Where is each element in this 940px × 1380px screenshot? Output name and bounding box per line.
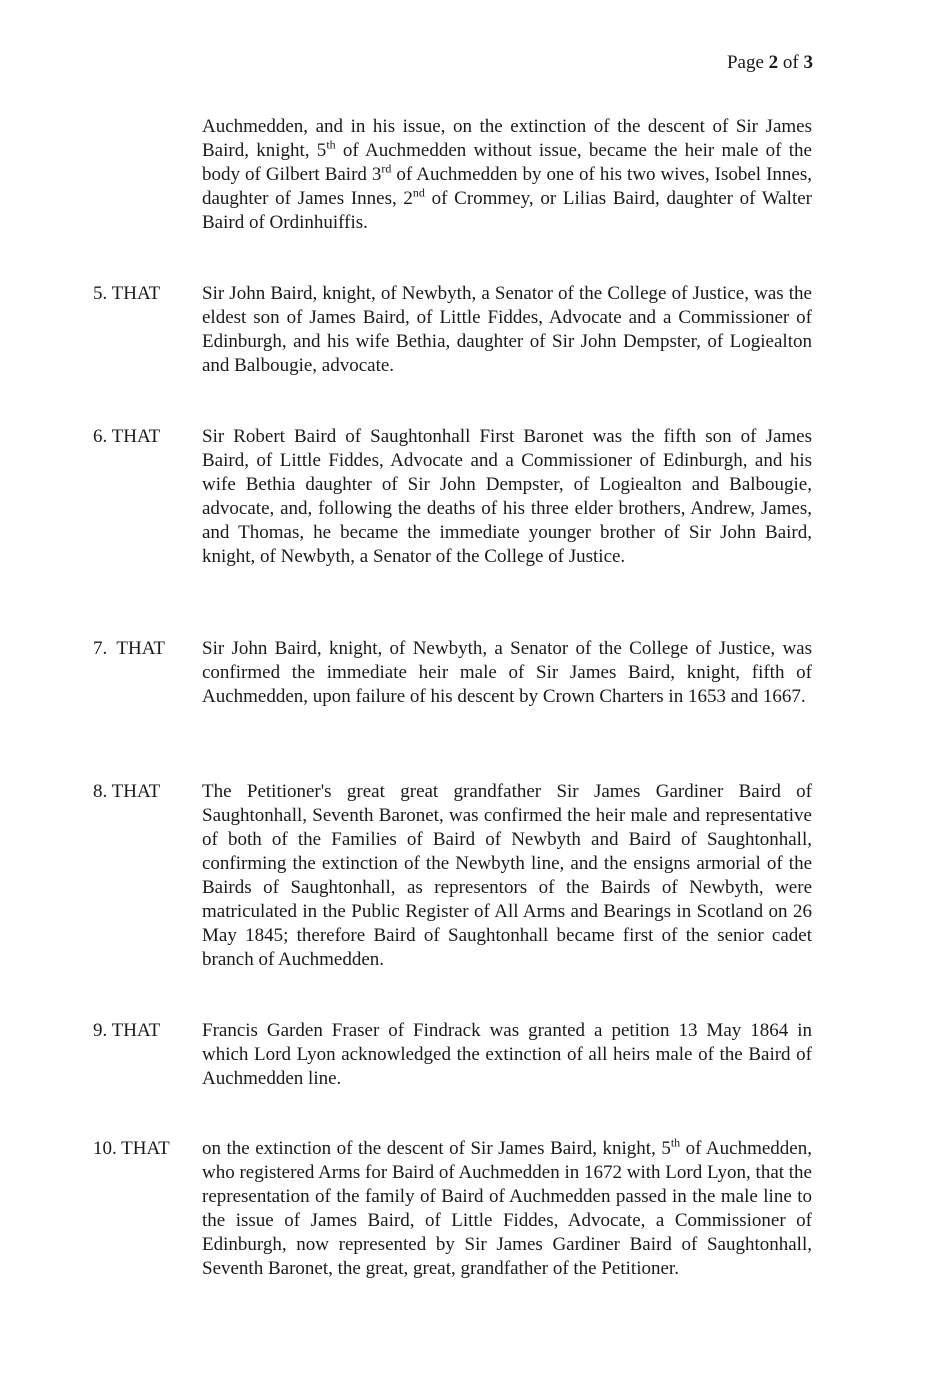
page-number	[727, 51, 813, 75]
text-run: of Auchmedden without issue, became the heir male of the body of Gilbert Baird 3	[202, 140, 812, 185]
paragraph-text: Sir Robert Baird of Saughtonhall First Baronet was the fifth son of James Baird, of Little Fiddes, Advocate and a Commissioner of Edinburgh, and his wife Bethia daughter of Sir John Dempster, of Logiealton and Balbougie, advocate, and, following the deaths of his three elder brothers, Andrew, James, and Thomas, he became the immediate younger brother of Sir John Baird, knight, of Newbyth, a Senator of the College of Justice.	[202, 426, 812, 567]
ordinal-suffix: rd	[381, 161, 392, 176]
text-run: of Auchmedden by one of his two wives, Isobel Innes, daughter of James Innes, 2	[202, 164, 812, 209]
paragraph-label: 10. THAT	[93, 1138, 170, 1159]
paragraph-label: 9. THAT	[93, 1020, 161, 1041]
paragraph-label: 8. THAT	[93, 781, 161, 802]
paragraph-label: 6. THAT	[93, 426, 161, 447]
paragraph-text	[202, 1137, 812, 1281]
current-page: 2	[768, 52, 779, 73]
ordinal-suffix: th	[670, 1135, 681, 1150]
ordinal-suffix: nd	[412, 185, 425, 200]
total-pages: 3	[803, 52, 813, 73]
paragraph-text: Sir John Baird, knight, of Newbyth, a Senator of the College of Justice, was confirmed the immediate heir male of Sir James Baird, knight, fifth of Auchmedden, upon failure of his descent by Crown Charters in 1653 and 1667.	[202, 638, 812, 707]
of-word: of	[782, 52, 799, 73]
paragraph-text	[202, 115, 812, 235]
paragraph-label: 5. THAT	[93, 283, 161, 304]
paragraph-text: Sir John Baird, knight, of Newbyth, a Senator of the College of Justice, was the eldest son of James Baird, of Little Fiddes, Advocate and a Commissioner of Edinburgh, and his wife Bethia, daughter of Sir John Dempster, of Logiealton and Balbougie, advocate.	[202, 283, 812, 376]
paragraph-label: 7. THAT	[93, 638, 165, 659]
text-run: on the extinction of the descent of Sir James Baird, knight, 5	[202, 1138, 671, 1159]
paragraph-text: Francis Garden Fraser of Findrack was granted a petition 13 May 1864 in which Lord Lyon acknowledged the extinction of all heirs male of the Baird of Auchmedden line.	[202, 1020, 812, 1089]
paragraph-text: The Petitioner's great great grandfather Sir James Gardiner Baird of Saughtonhall, Seventh Baronet, was confirmed the heir male and representative of both of the Families of Baird of Newbyth and Baird of Saughtonhall, confirming the extinction of the Newbyth line, and the ensigns armorial of the Bairds of Saughtonhall, as representors of the Bairds of Newbyth, were matriculated in the Public Register of All Arms and Bearings in Scotland on 26 May 1845; therefore Baird of Saughtonhall became first of the senior cadet branch of Auchmedden.	[202, 781, 812, 970]
text-run: of Crommey, or Lilias Baird, daughter of Walter Baird of Ordinhuiffis.	[202, 188, 812, 233]
ordinal-suffix: th	[326, 137, 336, 152]
text-run: Auchmedden, and in his issue, on the extinction of the descent of Sir James Baird, knight, 5	[202, 116, 812, 161]
page-word: Page	[726, 52, 764, 73]
text-run: of Auchmedden, who registered Arms for Baird of Auchmedden in 1672 with Lord Lyon, that the representation of the family of Baird of Auchmedden passed in the male line to the issue of James Baird, of Little Fiddes, Advocate, a Commissioner of Edinburgh, now represented by Sir James Gardiner Baird of Saughtonhall, Seventh Baronet, the great, great, grandfather of the Petitioner.	[202, 1138, 812, 1279]
